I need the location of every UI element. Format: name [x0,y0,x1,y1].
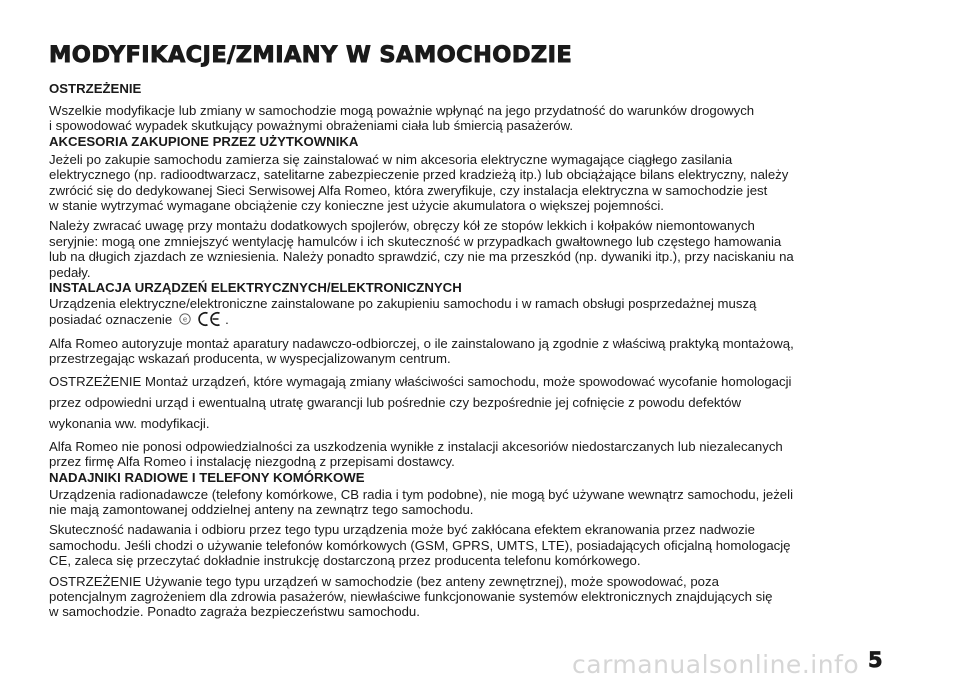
e-mark-icon [178,311,222,327]
electrical-paragraph-1: Urządzenia elektryczne/elektroniczne zainstalowane po zakupieniu samochodu i w ramach obsługi posprzedażnej muszą posiadać oznaczenie e . [49,296,849,331]
section-heading-radio-transmitters: NADAJNIKI RADIOWE I TELEFONY KOMÓRKOWE [49,469,365,485]
page-number: 5 [868,648,883,672]
radio-warning-paragraph: OSTRZEŻENIE Używanie tego typu urządzeń w samochodzie (bez anteny zewnętrznej), może spowodować, poza potencjalnym zagrożeniem dla zdrowia pasażerów, niewłaściwe funkcjonowanie systemów elektronicznych znajdujących się w samochodzie. Ponadto zagraża bezpieczeństwu samochodu. [49,573,773,620]
electrical-warning-paragraph: OSTRZEŻENIE Montaż urządzeń, które wymagają zmiany właściwości samochodu, może spowodować wycofanie homologacji przez odpowiedni urząd i ewentualną utratę gwarancji lub pośrednie czy bezpośrednie jej cofnięcie z powodu defektów wykonania ww. modyfikacji. [49,373,792,431]
radio-paragraph-1: Urządzenia radionadawcze (telefony komórkowe, CB radia i tym podobne), nie mogą być używane wewnątrz samochodu, jeżeli nie mają zamontowanej oddzielnej anteny na zewnątrz tego samochodu. [49,486,793,517]
ce-mark-icon [199,313,219,325]
radio-paragraph-2: Skuteczność nadawania i odbioru przez tego typu urządzenia może być zakłócana efektem ekranowania przez nadwozie samochodu. Jeśli chodzi o używanie telefonów komórkowych (GSM, GPRS, UMTS, LTE), posiadających oficjalną homologację CE, zaleca się przeczytać dokładnie instrukcję dostarczoną przez producenta telefonu komórkowego. [49,522,791,569]
manual-page [49,40,849,625]
page-title: MODYFIKACJE/ZMIANY W SAMOCHODZIE [49,42,573,68]
warning-heading: OSTRZEŻENIE [49,81,142,96]
section-heading-accessories: AKCESORIA ZAKUPIONE PRZEZ UŻYTKOWNIKA [49,133,359,149]
svg-text:e: e [183,316,188,325]
certification-marks [178,311,222,330]
watermark: carmanualsonline.info [572,650,860,679]
accessories-paragraph-2: Należy zwracać uwagę przy montażu dodatkowych spojlerów, obręczy kół ze stopów lekkich i kołpaków niemontowanych seryjnie: mogą one zmniejszyć wentylację hamulców i ich skuteczność w przypadkach gwałtownego lub częstego hamowania lub na długich zjazdach ze wzniesienia. Należy ponadto sprawdzić, czy nie ma przeszkód (np. dywaniki itp.), przy naciskaniu na pedały. [49,218,794,280]
warning-text: Wszelkie modyfikacje lub zmiany w samochodzie mogą poważnie wpłynąć na jego przydatność do warunków drogowych i spowodować wypadek skutkujący poważnymi obrażeniami ciała lub śmiercią pasażerów. [49,103,755,134]
electrical-paragraph-2: Alfa Romeo autoryzuje montaż aparatury nadawczo-odbiorczej, o ile zainstalowano ją zgodnie z właściwą praktyką montażową, przestrzegając wskazań producenta, w wyspecjalizowanym centrum. [49,335,794,367]
electrical-paragraph-4: Alfa Romeo nie ponosi odpowiedzialności za uszkodzenia wynikłe z instalacji akcesoriów niedostarczanych lub niezalecanych przez firmę Alfa Romeo i instalację niezgodną z przepisami dostawcy. [49,438,783,470]
section-heading-electrical-installation: INSTALACJA URZĄDZEŃ ELEKTRYCZNYCH/ELEKTRONICZNYCH [49,280,462,296]
accessories-paragraph-1: Jeżeli po zakupie samochodu zamierza się zainstalować w nim akcesoria elektryczne wymagające ciągłego zasilania elektrycznego (np. radioodtwarzacz, satelitarne zabezpieczenie przed kradzieżą itp.) lub obciążające bilans elektryczny, należy zwrócić się do dedykowanej Sieci Serwisowej Alfa Romeo, która zweryfikuje, czy instalacja elektryczna w samochodzie jest w stanie wytrzymać wymagane obciążenie czy konieczne jest użycie akumulatora o większej pojemności. [49,151,789,214]
